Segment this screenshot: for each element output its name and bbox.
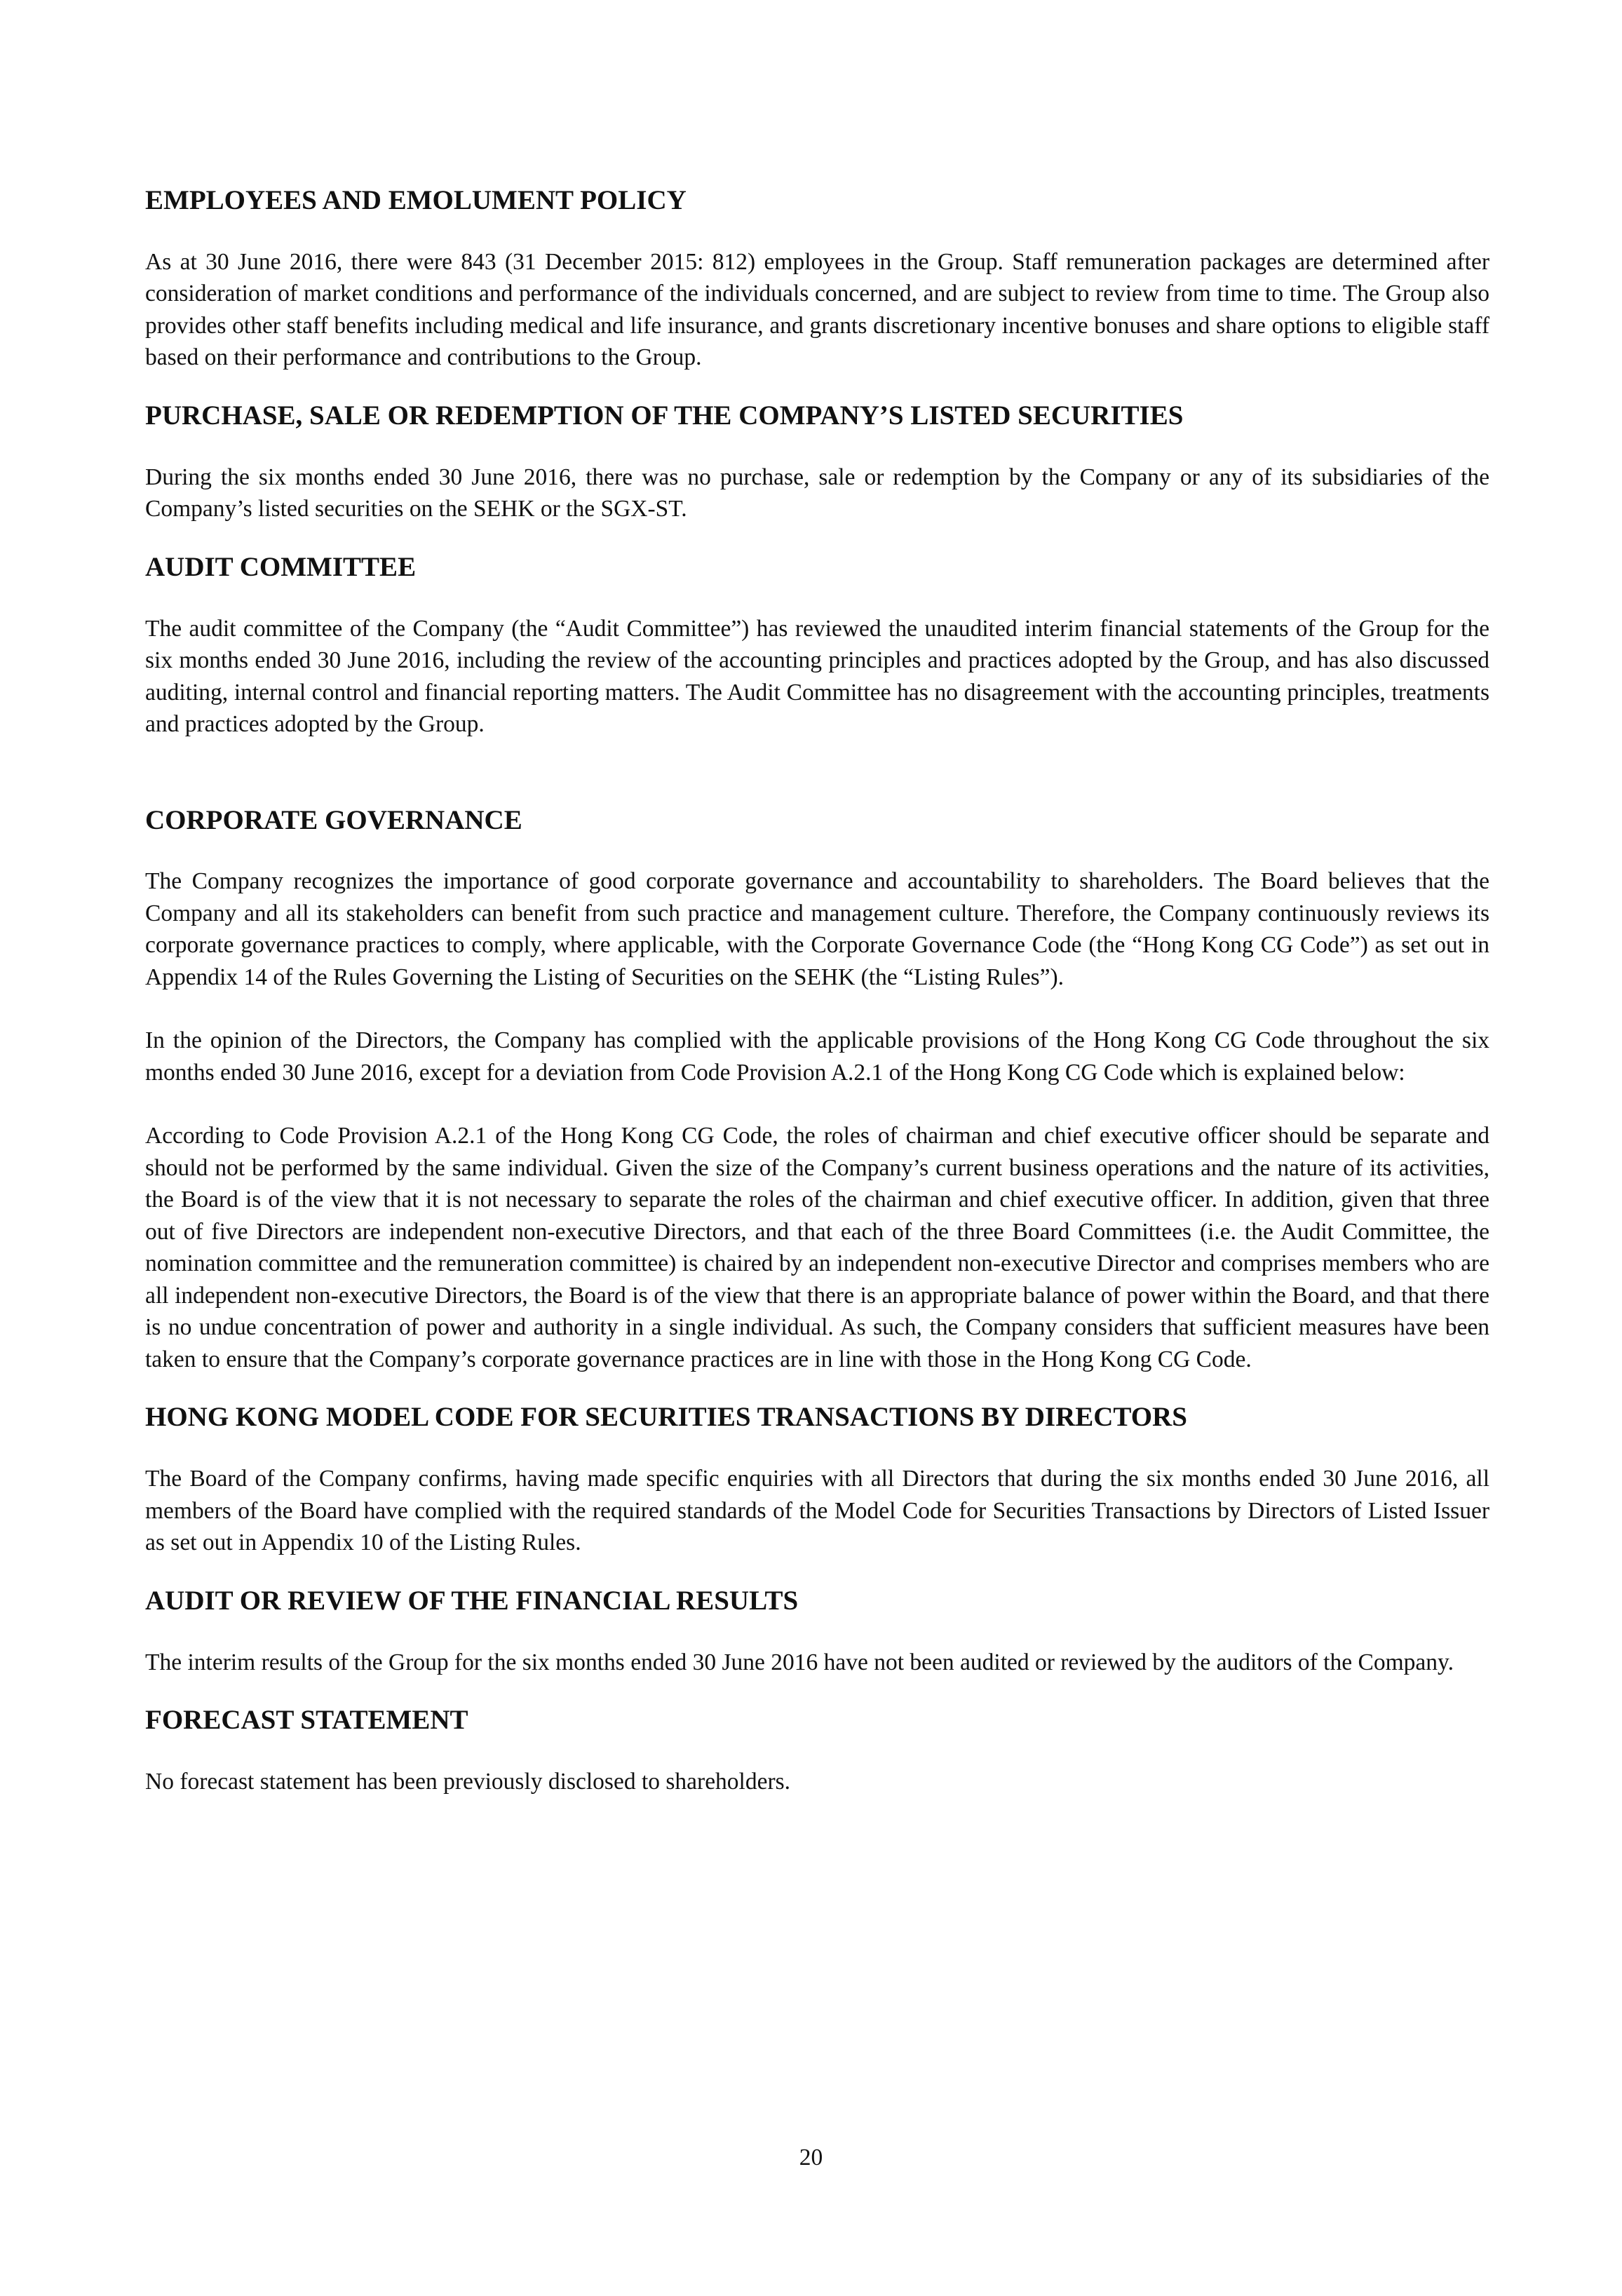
section-heading-forecast: FORECAST STATEMENT	[145, 1705, 468, 1736]
paragraph-audit-committee: The audit committee of the Company (the “Audit Committee”) has reviewed the unaudited interim financial statements of the Group for the six months ended 30 June 2016, including the review of the accounting principles and practices adopted by the Group, and has also discussed auditing, internal control and financial reporting matters. The Audit Committee has no disagreement with the accounting principles, treatments and practices adopted by the Group.	[145, 615, 1489, 738]
section-heading-audit-review: AUDIT OR REVIEW OF THE FINANCIAL RESULTS	[145, 1585, 799, 1616]
page-number: 20	[799, 2145, 823, 2170]
paragraph-employees: As at 30 June 2016, there were 843 (31 December 2015: 812) employees in the Group. Staff remuneration packages are determined after consideration of market conditions and performance of the individuals concerned, and are subject to review from time to time. The Group also provides other staff benefits including medical and life insurance, and grants discretionary incentive bonuses and share options to eligible staff based on their performance and contributions to the Group.	[145, 248, 1489, 371]
paragraph-corporate-governance-1: The Company recognizes the importance of good corporate governance and accountability to shareholders. The Board believes that the Company and all its stakeholders can benefit from such practice and management culture. Therefore, the Company continuously reviews its corporate governance practices to comply, where applicable, with the Corporate Governance Code (the “Hong Kong CG Code”) as set out in Appendix 14 of the Rules Governing the Listing of Securities on the SEHK (the “Listing Rules”).	[145, 868, 1489, 990]
paragraph-corporate-governance-3: According to Code Provision A.2.1 of the Hong Kong CG Code, the roles of chairman and chief executive officer should be separate and should not be performed by the same individual. Given the size of the Company’s current business operations and the nature of its activities, the Board is of the view that it is not necessary to separate the roles of the chairman and chief executive officer. In addition, given that three out of five Directors are independent non-executive Directors, and that each of the three Board Committees (i.e. the Audit Committee, the nomination committee and the remuneration committee) is chaired by an independent non-executive Director and comprises members who are all independent non-executive Directors, the Board is of the view that there is an appropriate balance of power within the Board, and that there is no undue concentration of power and authority in a single individual. As such, the Company considers that sufficient measures have been taken to ensure that the Company’s corporate governance practices are in line with those in the Hong Kong CG Code.	[145, 1123, 1489, 1372]
section-heading-employees: EMPLOYEES AND EMOLUMENT POLICY	[145, 185, 687, 215]
paragraph-audit-review: The interim results of the Group for the six months ended 30 June 2016 have not been audited or reviewed by the auditors of the Company.	[145, 1649, 1454, 1675]
paragraph-purchase-sale: During the six months ended 30 June 2016, there was no purchase, sale or redemption by the Company or any of its subsidiaries of the Company’s listed securities on the SEHK or the SGX-ST.	[145, 464, 1489, 522]
paragraph-forecast: No forecast statement has been previously disclosed to shareholders.	[145, 1768, 791, 1795]
document-page	[145, 185, 1489, 1797]
section-heading-corporate-governance: CORPORATE GOVERNANCE	[145, 804, 522, 835]
section-heading-model-code: HONG KONG MODEL CODE FOR SECURITIES TRANSACTIONS BY DIRECTORS	[145, 1402, 1187, 1433]
paragraph-corporate-governance-2: In the opinion of the Directors, the Company has complied with the applicable provisions of the Hong Kong CG Code throughout the six months ended 30 June 2016, except for a deviation from Code Provision A.2.1 of the Hong Kong CG Code which is explained below:	[145, 1027, 1489, 1086]
section-heading-purchase-sale: PURCHASE, SALE OR REDEMPTION OF THE COMPANY’S LISTED SECURITIES	[145, 400, 1184, 431]
paragraph-model-code: The Board of the Company confirms, having made specific enquiries with all Directors that during the six months ended 30 June 2016, all members of the Board have complied with the required standards of the Model Code for Securities Transactions by Directors of Listed Issuer as set out in Appendix 10 of the Listing Rules.	[145, 1466, 1489, 1556]
section-heading-audit-committee: AUDIT COMMITTEE	[145, 551, 417, 582]
